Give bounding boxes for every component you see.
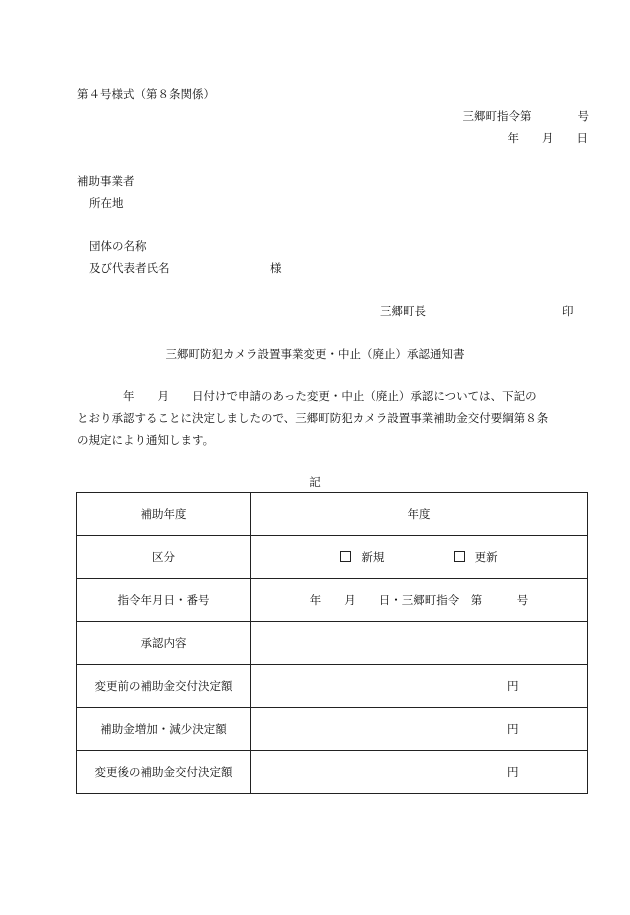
- body-line-1-text: 年 月 日付けで申請のあった変更・中止（廃止）承認については、下記の: [123, 389, 537, 403]
- renewal-option-label: 更新: [474, 550, 498, 564]
- table-row: [77, 493, 588, 536]
- document-title: 三郷町防犯カメラ設置事業変更・中止（廃止）承認通知書: [165, 347, 465, 361]
- renewal-checkbox[interactable]: [454, 551, 465, 562]
- fiscal-year-label: 補助年度: [77, 493, 251, 536]
- post-change-amount-label: 変更後の補助金交付決定額: [77, 751, 251, 794]
- fiscal-year-value: 年度: [251, 493, 588, 536]
- adjustment-amount-label: 補助金増加・減少決定額: [77, 708, 251, 751]
- approval-table: [76, 492, 588, 794]
- approval-content-value: [251, 622, 588, 665]
- body-paragraph: [77, 385, 589, 451]
- recipient-heading: 補助事業者: [77, 174, 135, 188]
- adjustment-amount-value: 円: [251, 708, 588, 751]
- seal-mark: 印: [562, 304, 574, 318]
- approval-content-label: 承認内容: [77, 622, 251, 665]
- pre-change-amount-value: 円: [251, 665, 588, 708]
- org-name-label: 団体の名称: [89, 239, 147, 253]
- pre-change-amount-label: 変更前の補助金交付決定額: [77, 665, 251, 708]
- new-checkbox[interactable]: [340, 551, 351, 562]
- table-row: [77, 665, 588, 708]
- ki-heading: 記: [309, 475, 321, 489]
- form-number: 第４号様式（第８条関係）: [77, 87, 215, 101]
- representative-label: 及び代表者氏名: [89, 261, 170, 275]
- reference-number: 三郷町指令第 号: [462, 109, 589, 123]
- issue-date: 年 月 日: [507, 131, 588, 145]
- table-row: [77, 579, 588, 622]
- table-row: [77, 708, 588, 751]
- body-line-1: [77, 385, 589, 407]
- new-option-label: 新規: [361, 550, 385, 564]
- category-label: 区分: [77, 536, 251, 579]
- category-value: [251, 536, 588, 579]
- honorific: 様: [270, 261, 282, 275]
- table-row: [77, 536, 588, 579]
- order-date-number-label: 指令年月日・番号: [77, 579, 251, 622]
- issuer: 三郷町長: [380, 304, 426, 318]
- address-label: 所在地: [89, 196, 124, 210]
- body-line-3: の規定により通知します。: [77, 433, 215, 447]
- table-row: [77, 622, 588, 665]
- table-row: [77, 751, 588, 794]
- order-date-number-value: 年 月 日・三郷町指令 第 号: [251, 579, 588, 622]
- body-line-2: とおり承認することに決定しましたので、三郷町防犯カメラ設置事業補助金交付要綱第８条: [77, 411, 549, 425]
- post-change-amount-value: 円: [251, 751, 588, 794]
